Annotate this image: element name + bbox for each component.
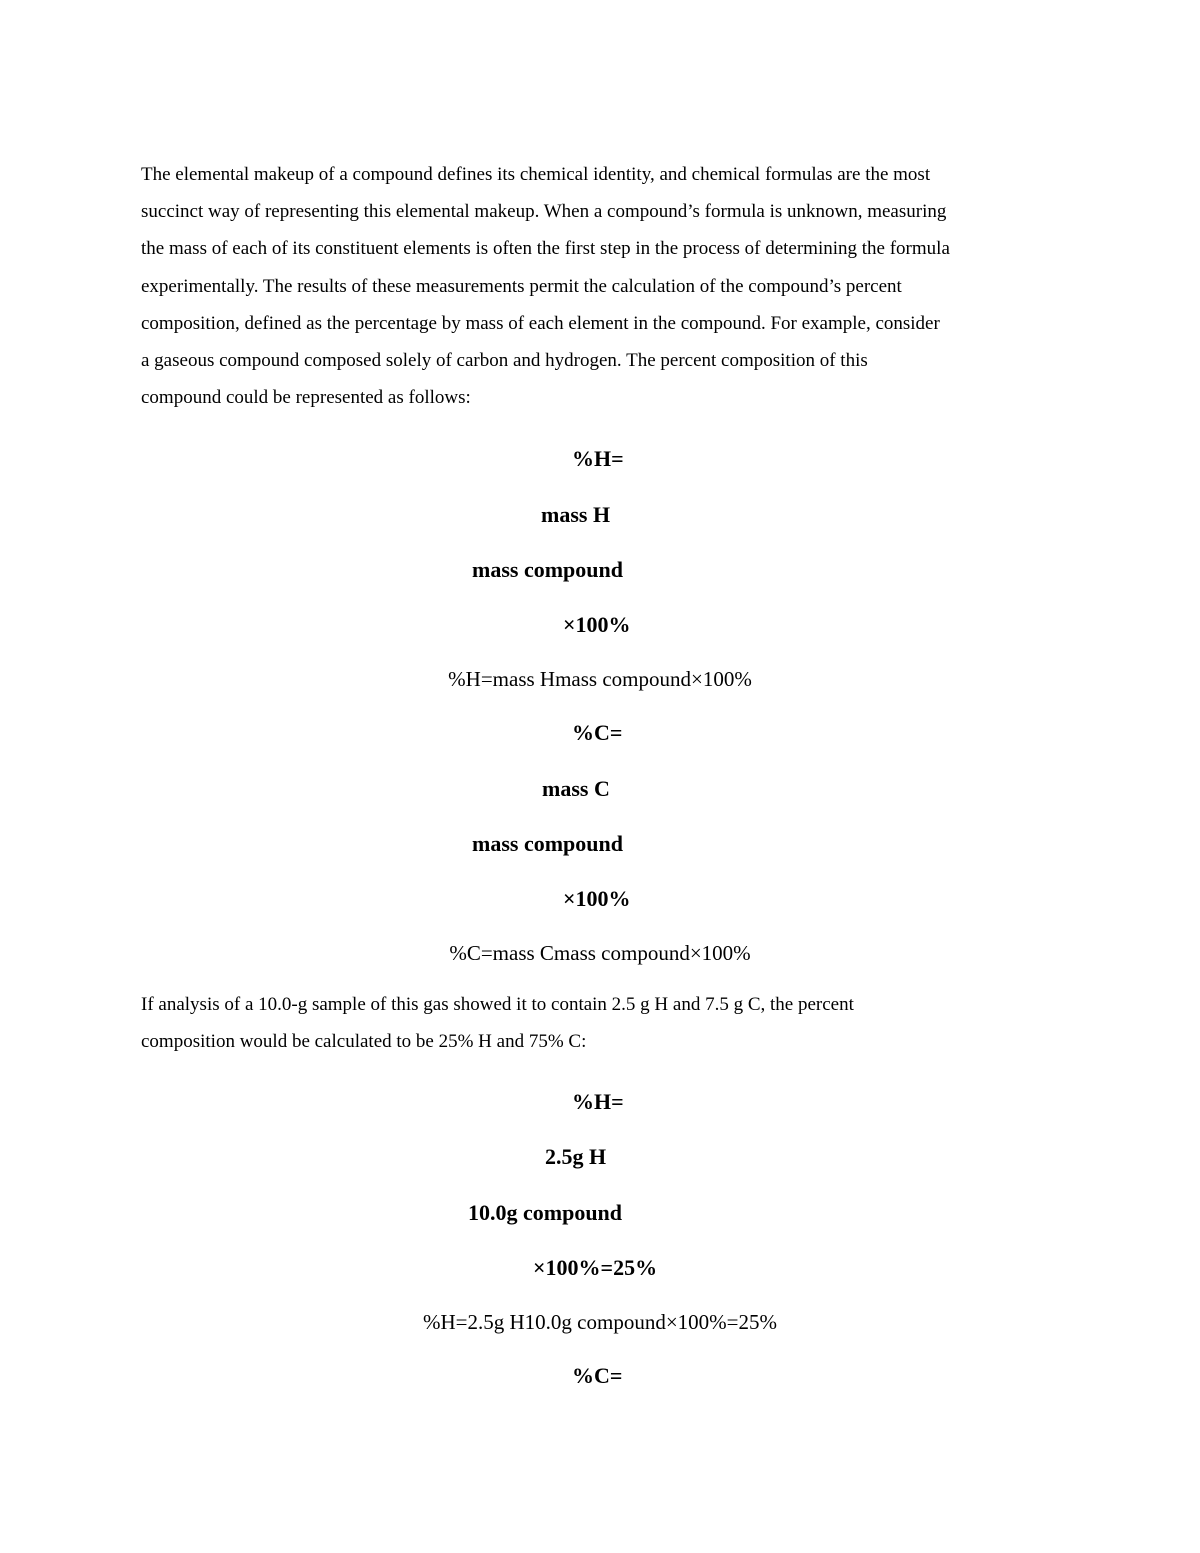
equation-h-factor: ×100% [563, 612, 631, 637]
analysis-paragraph [141, 986, 1071, 1060]
intro-line-3: the mass of each of its constituent elements is often the first step in the process of determining the formula [141, 238, 950, 260]
example-h-denominator: 10.0g compound [468, 1200, 623, 1225]
intro-line-1: The elemental makeup of a compound defines its chemical identity, and chemical formulas are the most [141, 164, 931, 185]
example-c-lhs: %C= [572, 1363, 623, 1388]
equation-c-inline: %C=mass Cmass compound×100% [449, 941, 751, 965]
intro-line-5: composition, defined as the percentage by mass of each element in the compound. For example, consider [141, 312, 940, 334]
equation-h-numerator: mass H [541, 502, 611, 527]
equation-h-inline: %H=mass Hmass compound×100% [448, 667, 752, 691]
example-h-lhs: %H= [572, 1089, 624, 1114]
intro-line-2: succinct way of representing this elemental makeup. When a compound’s formula is unknown, measuring [141, 201, 947, 223]
example-h-numerator: 2.5g H [545, 1144, 607, 1169]
equation-c-denominator: mass compound [472, 831, 623, 856]
equation-c-numerator: mass C [542, 776, 610, 801]
equation-h-denominator: mass compound [472, 557, 623, 582]
analysis-line-2: composition would be calculated to be 25% H and 75% C: [141, 1031, 587, 1053]
example-h-factor: ×100%=25% [533, 1255, 658, 1280]
intro-paragraph [141, 156, 1071, 416]
example-h-inline: %H=2.5g H10.0g compound×100%=25% [423, 1310, 777, 1334]
equation-h-lhs: %H= [572, 446, 624, 471]
equation-c-lhs: %C= [572, 720, 623, 745]
equation-c-factor: ×100% [563, 886, 631, 911]
intro-line-6: a gaseous compound composed solely of carbon and hydrogen. The percent composition of this [141, 350, 868, 372]
intro-line-7: compound could be represented as follows: [141, 387, 471, 409]
intro-line-4: experimentally. The results of these measurements permit the calculation of the compound’s percent [141, 275, 902, 297]
analysis-line-1: If analysis of a 10.0-g sample of this gas showed it to contain 2.5 g H and 7.5 g C, the percent [141, 994, 854, 1015]
